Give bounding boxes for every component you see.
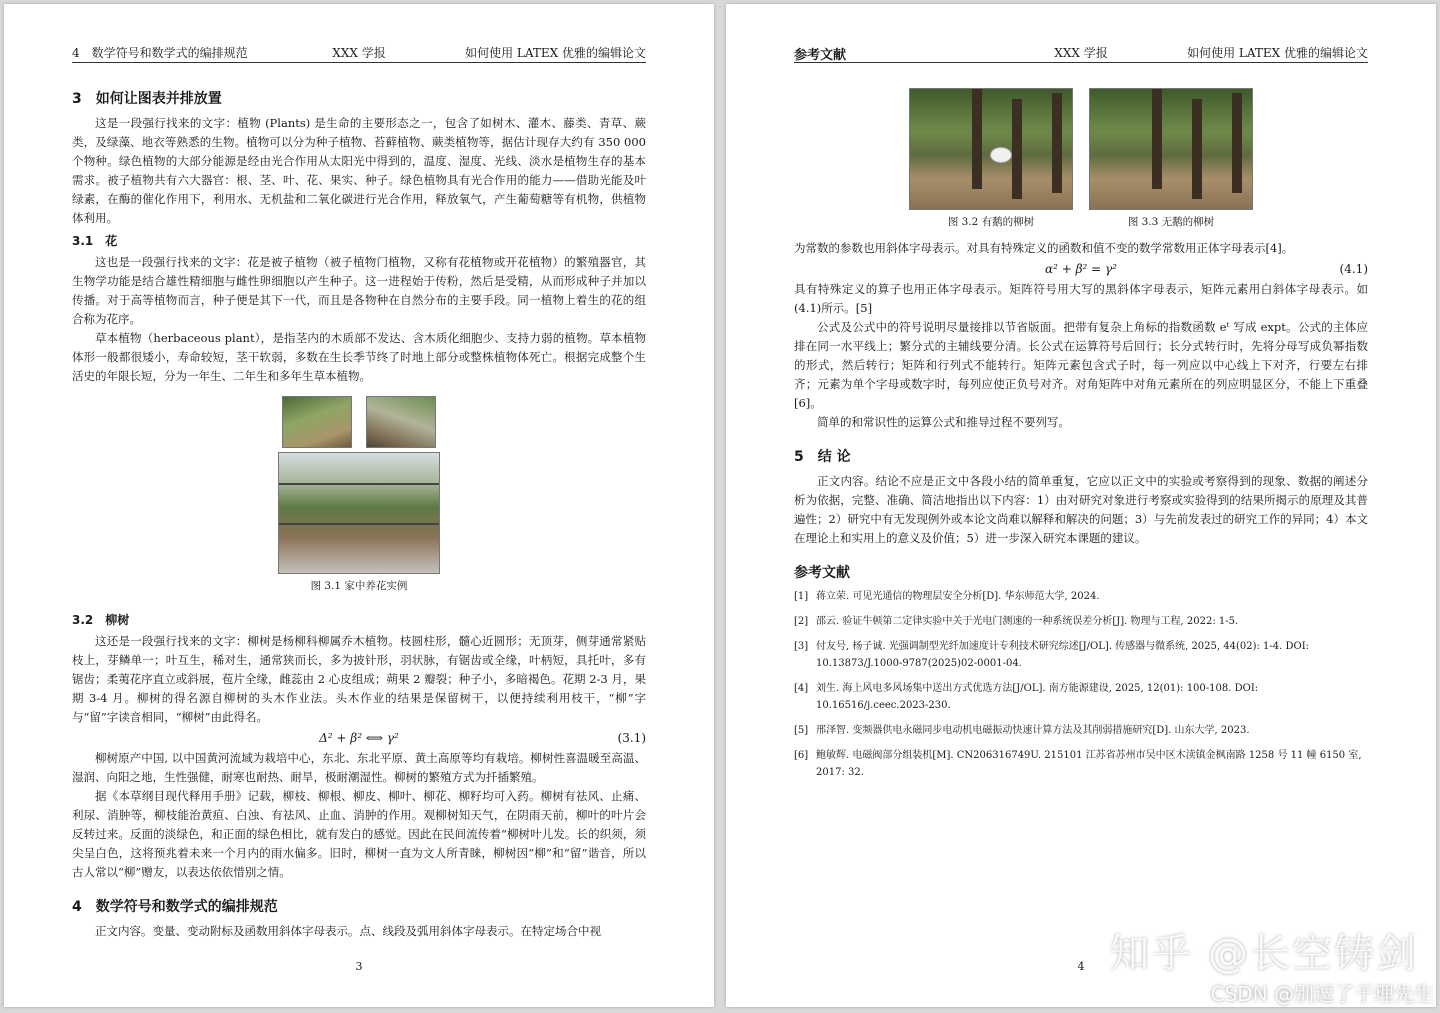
- csdn-watermark: CSDN @别逗了于理先生: [1210, 982, 1434, 1006]
- page-body: [72, 88, 646, 941]
- section-3-2-title: 3.2 柳树: [72, 613, 130, 627]
- reference-item: [3] 付友号, 杨子诚. 光强调制型光纤加速度计专利技术研究综述[J/OL]. 传感器与微系统, 2025, 44(02): 1-4. DOI: 10.13873/J.1000-9787(2025)02-0001-04.: [794, 641, 1310, 669]
- paragraph: 具有特殊定义的算子也用正体字母表示。矩阵符号用大写的黑斜体字母表示，矩阵元素用白斜体字母表示。如(4.1)所示。[5]: [794, 282, 1368, 315]
- paragraph: 这是一段强行找来的文字：植物 (Plants) 是生命的主要形态之一，包含了如树木、灌木、藤类、青草、蕨类，及绿藻、地衣等熟悉的生物。植物可以分为种子植物、苔藓植物、蕨类植物等，据估计现存大约有 350 000 个物种。绿色植物的大部分能源是经由光合作用从太阳光中得到的，温度、湿度、光线、淡水是植物生存的基本需求。被子植物共有六大器官：根、茎、叶、花、果实、种子。绿色植物具有光合作用的能力——借助光能及叶绿素，在酶的催化作用下，利用水、无机盐和二氧化碳进行光合作用，释放氧气，产生葡萄糖等有机物，供植物体利用。: [72, 116, 646, 225]
- header-center: XXX 学报: [1054, 46, 1108, 60]
- reference-item: [6] 鲍敏辉. 电磁阀部分组装机[M]. CN206316749U. 215101 江苏省苏州市吴中区木渎镇金枫南路 1258 号 11 幢 6150 室, 2017: 32.: [794, 750, 1362, 778]
- paragraph: 据《本草纲目现代释用手册》记载，柳枝、柳根、柳皮、柳叶、柳花、柳籽均可入药。柳树有祛风、止痛、利尿、消肿等，柳枝能治黄疸、白浊、有祛风、止血、消肿的作用。观柳树知天气，在阴雨天前，柳叶的叶片会反转过来。反面的淡绿色，和正面的绿色相比，就有发白的感觉。因此在民间流传着“柳树叶儿发。长的织须，须尖呈白色，这将预兆着未来一个月内的雨水偏多。旧时，柳树一直为文人所青睐，柳树因“柳”和“留”谐音，所以古人常以“柳”赠友，以表达依依惜别之情。: [72, 789, 646, 879]
- header-center: XXX 学报: [332, 46, 386, 60]
- paragraph: 这还是一段强行找来的文字：柳树是杨柳科柳属乔木植物。枝圆柱形，髓心近圆形；无顶芽，侧芽通常紧贴枝上，芽鳞单一；叶互生，稀对生，通常狭而长，多为披针形，羽状脉，有锯齿或全缘，叶柄短，具托叶，多有锯齿；柔荑花序直立或斜展，苞片全缘，雌蕊由 2 心皮组成；蒴果 2 瓣裂；种子小，多暗褐色。花期 2-3 月，果期 3-4 月。柳树的得名源自柳树的头木作业法。头木作业的结果是保留树干，以便持续利用枝干，“柳”字与“留”字读音相同，“柳树”由此得名。: [72, 634, 646, 724]
- equation-body: α² + β² = γ²: [1044, 262, 1117, 276]
- plant-photo-image: [282, 396, 352, 448]
- zhihu-watermark: 知乎 @长空铸剑: [1109, 931, 1418, 977]
- section-3-title: 3 如何让图表并排放置: [72, 91, 222, 107]
- figure-3-2: [909, 88, 1073, 229]
- equation-3-1: [72, 727, 646, 749]
- page-header: [72, 42, 646, 63]
- paragraph: 公式及公式中的符号说明尽量接排以节省版面。把带有复杂上角标的指数函数 eᵗ 写成 expt。公式的主体应排在同一水平线上；繁分式的主辅线要分清。长公式在运算符号后回行；长分式转行时，先将分母写成负幂指数的形式，然后转行；矩阵和行列式不能转行。矩阵元素包含式子时，每一列应以中心线上下对齐，行要左右排齐；元素为单个字母或数字时，每列应使正负号对齐。对角矩阵中对角元素所在的列应明显区分，不能上下重叠[6]。: [794, 320, 1368, 410]
- page-number: 3: [355, 960, 363, 973]
- plant-photo-image: [366, 396, 436, 448]
- goose-shape: [990, 147, 1012, 163]
- figure-caption: 图 3.1 家中养花实例: [310, 580, 408, 592]
- paragraph: 柳树原产中国, 以中国黄河流域为栽培中心，东北、东北平原、黄土高原等均有栽培。柳树性喜温暖至高温、湿润、向阳之地，生性强健，耐寒也耐热、耐旱，极耐潮湿性。柳树的繁殖方式为扦插繁殖。: [72, 751, 646, 784]
- page-header: [794, 42, 1368, 63]
- left-page: [4, 4, 714, 1007]
- reference-item: [4] 刘生. 海上风电多风场集中送出方式优选方法[J/OL]. 南方能源建设, 2025, 12(01): 100-108. DOI: 10.16516/j.ceec.2023-230.: [794, 683, 1259, 711]
- section-5-title: 5 结 论: [794, 449, 851, 465]
- paragraph: 为常数的参数也用斜体字母表示。对具有特殊定义的函数和值不变的数学常数用正体字母表示[4]。: [794, 241, 1294, 255]
- figure-3-3: [1089, 88, 1253, 229]
- willow-with-goose-photo-image: [909, 88, 1073, 210]
- paragraph: 正文内容。变量、变动附标及函数用斜体字母表示。点、线段及弧用斜体字母表示。在特定场合中视: [95, 924, 601, 938]
- page-body: [794, 88, 1368, 789]
- plant-shelf-photo-image: [278, 452, 440, 574]
- equation-body: Δ² + β² ⟺ γ²: [319, 731, 399, 745]
- page-number: 4: [1077, 960, 1085, 973]
- figure-row: [282, 396, 436, 448]
- section-3-1-title: 3.1 花: [72, 234, 118, 248]
- figure-caption: 图 3.3 无鹅的柳树: [1127, 216, 1215, 228]
- reference-item: [5] 邢泽智. 变频器供电永磁同步电动机电磁振动快速计算方法及其削弱措施研究[D]. 山东大学, 2023.: [794, 725, 1250, 736]
- figure-caption: 图 3.2 有鹅的柳树: [947, 216, 1035, 228]
- equation-4-1: [794, 258, 1368, 280]
- paragraph: 这也是一段强行找来的文字：花是被子植物（被子植物门植物，又称有花植物或开花植物）的繁殖器官，其生物学功能是结合雄性精细胞与雌性卵细胞以产生种子。这一进程始于传粉，然后是受精，从而形成种子并加以传播。对于高等植物而言，种子便是其下一代，而且是各物种在自然分布的主要手段。同一植物上着生的花的组合称为花序。: [72, 255, 646, 326]
- section-4-title: 4 数学符号和数学式的编排规范: [72, 899, 278, 915]
- header-right: 如何使用 LATEX 优雅的编辑论文: [1187, 46, 1368, 60]
- references-title: 参考文献: [794, 565, 850, 581]
- paragraph: 正文内容。结论不应是正文中各段小结的简单重复，它应以正文中的实验或考察得到的现象、数据的阐述分析为依据，完整、准确、简洁地指出以下内容：1）由对研究对象进行考察或实验得到的结果所揭示的原理及其普遍性；2）研究中有无发现例外或本论文尚难以解释和解决的问题；3）与先前发表过的研究工作的异同；4）本文在理论上和实用上的意义及价值；5）进一步深入研究本课题的建议。: [794, 474, 1368, 545]
- willow-photo-image: [1089, 88, 1253, 210]
- equation-number: (4.1): [1339, 262, 1368, 276]
- paragraph: 简单的和常识性的运算公式和推导过程不要列写。: [817, 415, 1070, 429]
- figure-3-1: [72, 396, 646, 593]
- equation-number: (3.1): [617, 731, 646, 745]
- reference-item: [1] 蒋立荣. 可见光通信的物理层安全分析[D]. 华东师范大学, 2024.: [794, 591, 1100, 602]
- header-left: 参考文献: [794, 48, 847, 63]
- header-right: 如何使用 LATEX 优雅的编辑论文: [465, 46, 646, 60]
- figure-row-willows: [794, 88, 1368, 229]
- references-list: [794, 588, 1368, 781]
- header-left: 4 数学符号和数学式的编排规范: [72, 46, 248, 60]
- paragraph: 草本植物（herbaceous plant），是指茎内的木质部不发达、含木质化细胞少、支持力弱的植物。草本植物体形一般都很矮小，寿命较短，茎干软弱，多数在生长季节终了时地上部分或整株植物体死亡。根据完成整个生活史的年限长短，分为一年生、二年生和多年生草本植物。: [72, 331, 646, 383]
- reference-item: [2] 邵云. 验证牛顿第二定律实验中关于光电门测速的一种系统误差分析[J]. 物理与工程, 2022: 1-5.: [794, 616, 1239, 627]
- right-page: [726, 4, 1436, 1007]
